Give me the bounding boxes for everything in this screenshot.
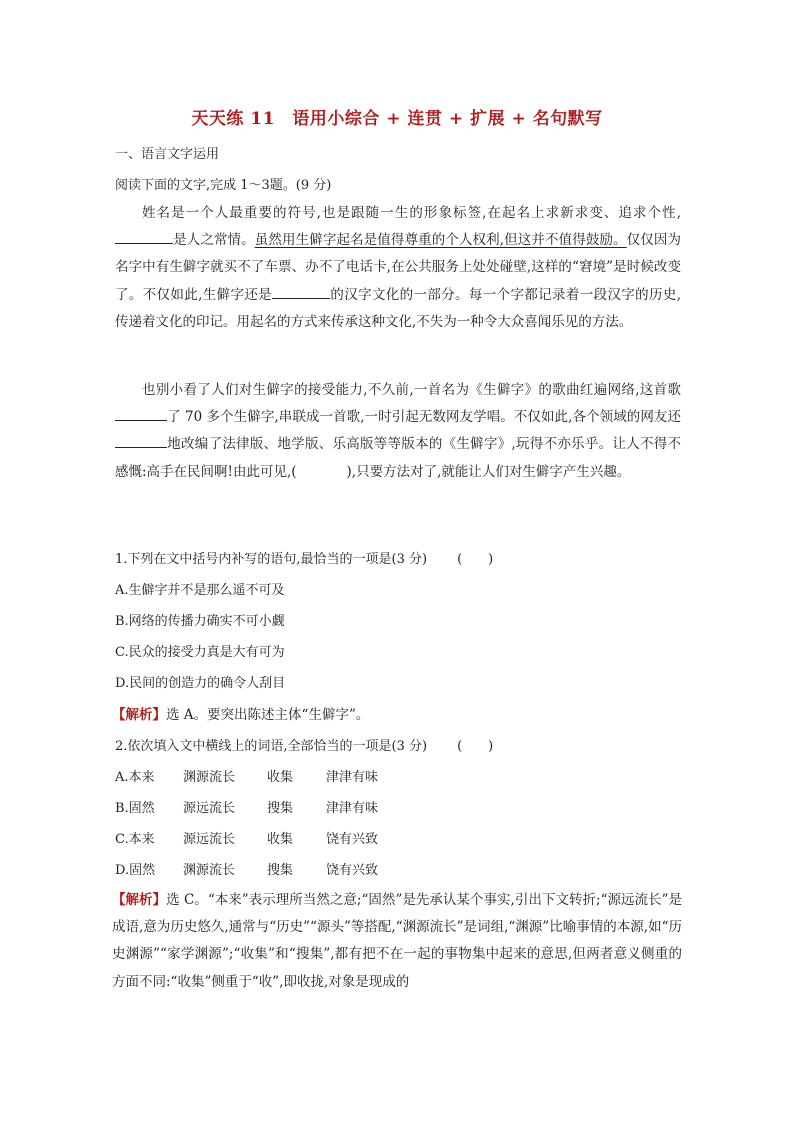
q2-analysis: 【解析】选 C。“本来”表示理所当然之意;“固然”是先承认某个事实,引出下文转折;“源远流长”是成语,意为历史悠久,通常与“历史”“源头”等搭配,“渊源流长”是词组,“渊源”比喻事情的本源,如“历史渊源”“家学渊源”;“收集”和“搜集”,都有把不在一起的事物集中起来的意思,但两者意义侧重的方面不同:“收集”侧重于“收”,即收拢,对象是现成的 — [112, 892, 683, 990]
blank-2[interactable] — [272, 284, 330, 299]
q2-answer-paren[interactable]: ( ) — [457, 739, 494, 754]
q1-option-c[interactable]: C.民众的接受力真是大有可为 — [115, 645, 285, 660]
q1-option-b[interactable]: B.网络的传播力确实不可小觑 — [115, 614, 285, 629]
q1-answer-paren[interactable]: ( ) — [457, 552, 494, 567]
blank-3[interactable] — [115, 406, 167, 421]
question-2: 2.依次填入文中横线上的词语,全部恰当的一项是(3 分) ( ) — [115, 739, 494, 754]
q1-option-d[interactable]: D.民间的创造力的确令人刮目 — [115, 676, 286, 691]
q2-option-b[interactable]: B.固然 源远流长 搜集 津津有味 — [115, 801, 379, 816]
passage-paragraph-2: 也别小看了人们对生僻字的接受能力,不久前,一首名为《生僻字》的歌曲红遍网络,这首歌了 70 多个生僻字,串联成一首歌,一时引起无数网友学唱。不仅如此,各个领域的网友还地改编了法律版、地学版、乐高版等等版本的《生僻字》,玩得不亦乐乎。让人不得不感慨:高手在民间啊!由此可见,( ),只要方法对了,就能让人们对生僻字产生兴趣。 — [115, 382, 681, 480]
question-1: 1.下列在文中括号内补写的语句,最恰当的一项是(3 分) ( ) — [115, 552, 494, 567]
q2-option-c[interactable]: C.本来 源远流长 收集 饶有兴致 — [115, 832, 379, 847]
passage-paragraph-1-text: 姓名是一个人最重要的符号,也是跟随一生的形象标签,在起名上求新求变、追求个性,是人之常情。虽然用生僻字起名是值得尊重的个人权利,但这并不值得鼓励。仅仅因为名字中有生僻字就买不了车票、办不了电话卡,在公共服务上处处碰壁,这样的“窘境”是时候改变了。不仅如此,生僻字还是 的汉字文化的一部分。每一个字都记录着一段汉字的历史,传递着文化的印记。用起名的方式来传承这种文化,不失为一种令大众喜闻乐见的方法。 — [115, 205, 682, 330]
analysis-tag: 【解析】 — [112, 892, 167, 908]
analysis-tag: 【解析】 — [112, 707, 166, 723]
blank-4[interactable] — [115, 433, 167, 448]
section-heading: 一、语言文字运用 — [115, 147, 220, 162]
blank-1[interactable] — [115, 229, 173, 244]
underlined-sentence: 虽然用生僻字起名是值得尊重的个人权利,但这并不值得鼓励。 — [254, 232, 627, 249]
q1-option-a[interactable]: A.生僻字并不是那么遥不可及 — [115, 583, 285, 598]
instruction: 阅读下面的文字,完成 1～3题。(9 分) — [115, 178, 332, 193]
q1-analysis: 【解析】选 A。要突出陈述主体“生僻字”。 — [112, 707, 370, 723]
q2-option-d[interactable]: D.固然 渊源流长 搜集 饶有兴致 — [115, 863, 379, 878]
page-title: 天天练 11 语用小综合 + 连贯 + 扩展 + 名句默写 — [191, 109, 603, 129]
q2-option-a[interactable]: A.本来 渊源流长 收集 津津有味 — [115, 770, 379, 785]
